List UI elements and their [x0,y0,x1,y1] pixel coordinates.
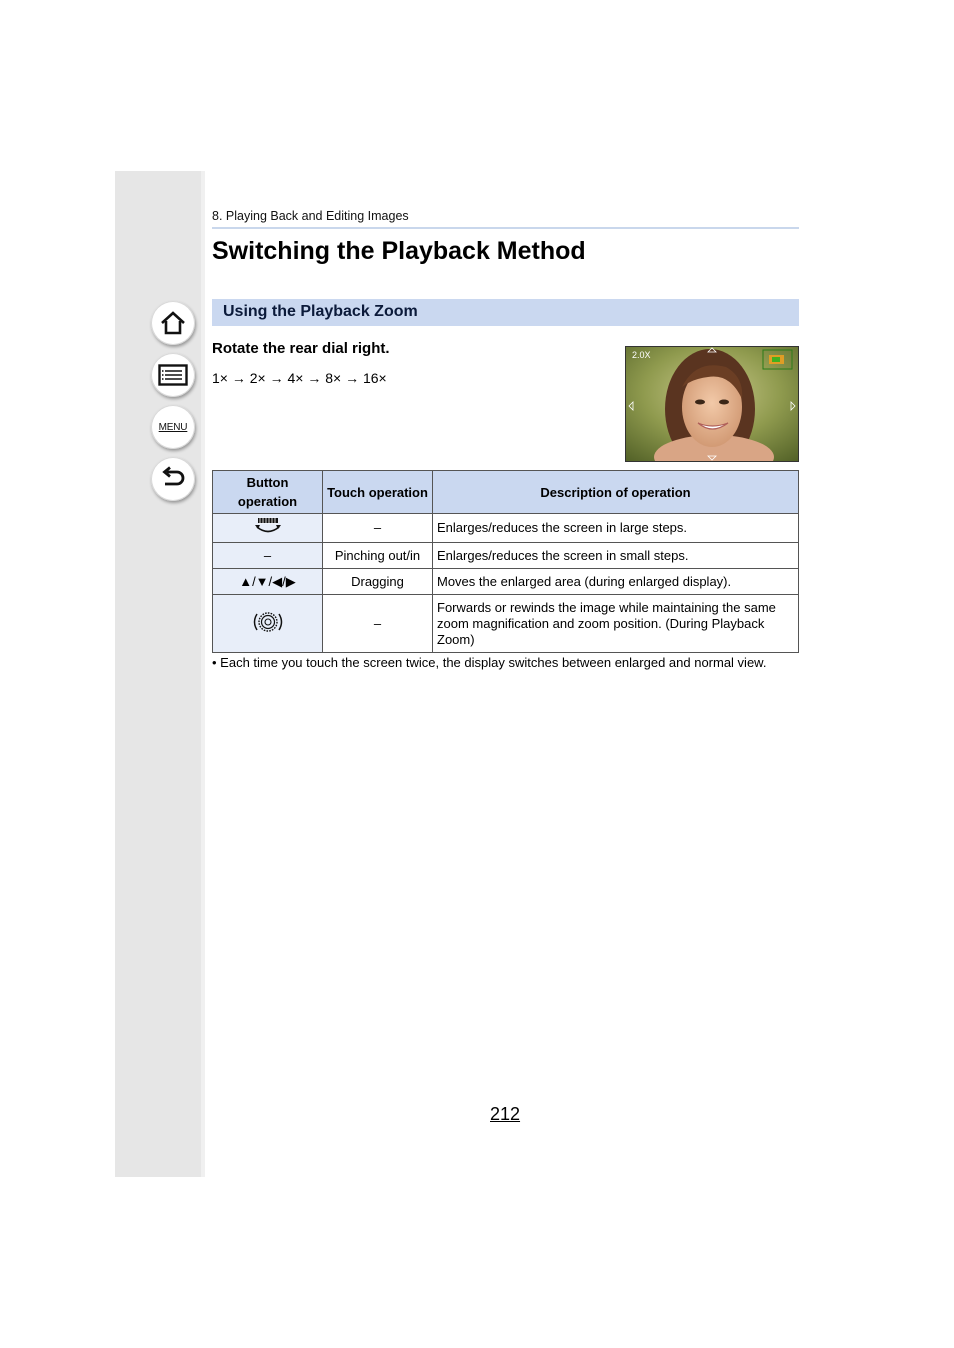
col-header-touch: Touch operation [323,471,433,514]
button-cell [213,595,323,653]
description-cell: Moves the enlarged area (during enlarged display). [433,569,799,595]
note: • Each time you touch the screen twice, the display switches between enlarged and normal view. [212,655,767,670]
touch-cell: – [323,595,433,653]
contents-button[interactable] [151,353,195,397]
page-title: Switching the Playback Method [212,237,586,265]
playback-zoom-preview [625,346,799,462]
col-header-button: Button operation [213,471,323,514]
table-row [213,595,799,653]
description-cell: Forwards or rewinds the image while maintaining the same zoom magnification and zoom position. (During Playback Zoom) [433,595,799,653]
list-icon [158,364,188,386]
button-cell: ▲/▼/◀/▶ [213,569,323,595]
button-cell: – [213,543,323,569]
zoom-sequence: 1× → 2× → 4× → 8× → 16× [212,370,387,386]
home-button[interactable] [151,301,195,345]
page-number[interactable]: 212 [490,1104,521,1124]
breadcrumb: 8. Playing Back and Editing Images [212,209,409,223]
menu-label: MENU [158,421,188,433]
back-button[interactable] [151,457,195,501]
breadcrumb-rule [212,227,799,229]
operations-table [212,470,799,653]
section-header [212,299,799,326]
touch-cell: – [323,514,433,543]
table-row [213,514,799,543]
col-header-description: Description of operation [433,471,799,514]
rear-dial-icon [253,516,283,536]
table-row [213,543,799,569]
zoom-readout: 2.0X [632,350,651,360]
sidebar-edge [201,171,205,1177]
menu-button[interactable] [151,405,195,449]
home-icon [159,310,187,336]
control-dial-icon [251,611,285,633]
button-cell [213,514,323,543]
table-row [213,569,799,595]
description-cell: Enlarges/reduces the screen in large steps. [433,514,799,543]
return-icon [159,466,187,492]
description-cell: Enlarges/reduces the screen in small steps. [433,543,799,569]
step-title: Rotate the rear dial right. [212,340,390,357]
touch-cell: Pinching out/in [323,543,433,569]
section-title: Using the Playback Zoom [223,303,418,320]
touch-cell: Dragging [323,569,433,595]
